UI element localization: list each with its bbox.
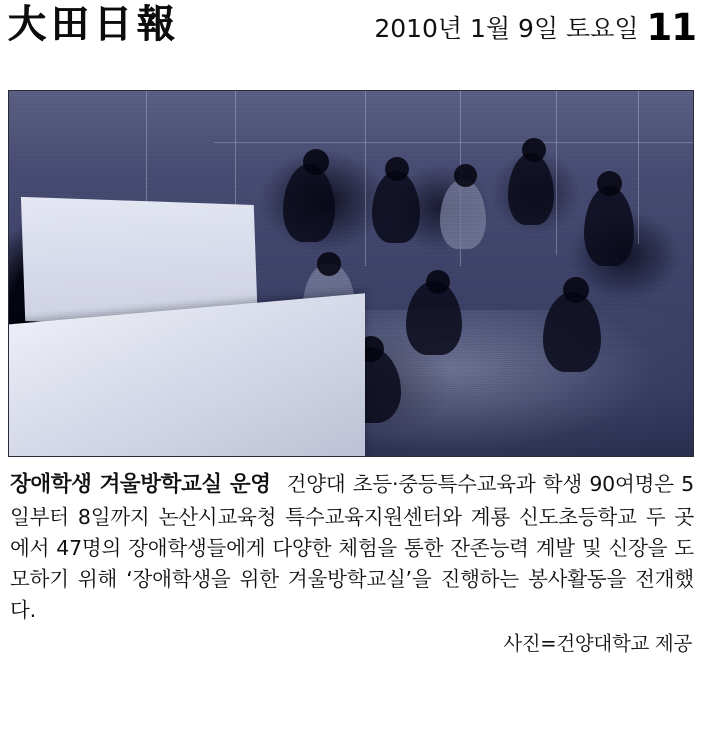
article-headline: 장애학생 겨울방학교실 운영 [10,472,271,497]
article-body [10,469,694,626]
halftone-grain [9,91,693,456]
page-number: 11 [646,6,696,49]
newspaper-title: 大田日報 [8,1,181,46]
masthead [0,0,702,58]
issue-date: 2010년 1월 9일 토요일 [374,14,639,43]
photo-image [9,91,693,456]
article-photo [8,90,694,457]
photo-credit: 사진=건양대학교 제공 [503,632,692,656]
article-text: 건양대 초등·중등특수교육과 학생 90여명은 5일부터 8일까지 논산시교육청 특수교육지원센터와 계룡 신도초등학교 두 곳에서 47명의 장애학생들에게 다양한 체험을 통한 잔존능력 계발 및 신장을 도모하기 위해 ‘장애학생을 위한 겨울방학교실’을 진행하는 봉사활동을 전개했다. [10,472,694,623]
masthead-meta [374,4,696,49]
